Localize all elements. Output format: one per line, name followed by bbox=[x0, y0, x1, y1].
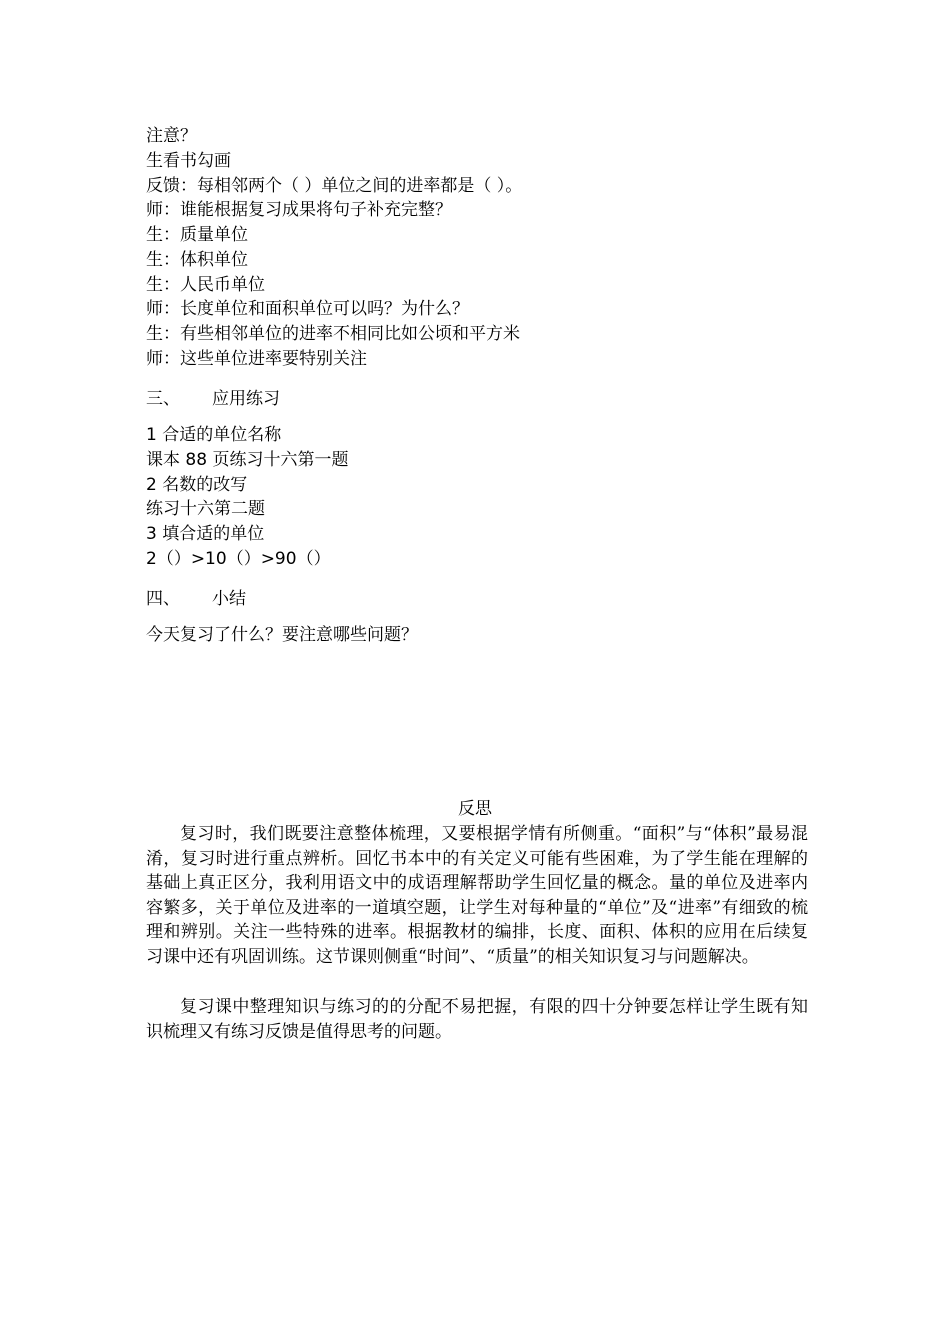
exercise-number: 2 bbox=[146, 475, 157, 495]
text-line: 生：有些相邻单位的进率不相同比如公顷和平方米 bbox=[146, 324, 520, 344]
section-number: 三、 bbox=[146, 389, 180, 409]
exercise-number: 88 bbox=[185, 450, 208, 470]
summary-text: 今天复习了什么？要注意哪些问题？ bbox=[146, 625, 418, 645]
exercise-text: 填合适的单位 bbox=[156, 524, 265, 544]
text-line: 反馈：每相邻两个（ ）单位之间的进率都是（ ）。 bbox=[146, 176, 523, 196]
exercise-number: 3 bbox=[146, 524, 157, 544]
exercise-text: 页练习十六第一题 bbox=[212, 450, 349, 470]
section-heading-3 bbox=[146, 388, 280, 410]
section-title: 应用练习 bbox=[212, 389, 280, 409]
text-line: 生：质量单位 bbox=[146, 225, 248, 245]
text-line: 生：体积单位 bbox=[146, 250, 248, 270]
exercise-number: 1 bbox=[146, 425, 157, 445]
exercise-item bbox=[146, 424, 281, 446]
text-line: 师：长度单位和面积单位可以吗？为什么？ bbox=[146, 299, 469, 319]
exercise-item bbox=[146, 474, 247, 496]
exercise-text: 合适的单位名称 bbox=[162, 425, 282, 445]
exercise-item bbox=[146, 498, 265, 520]
exercise-prefix: 课本 bbox=[146, 450, 180, 470]
section-title: 小结 bbox=[212, 589, 246, 609]
exercise-item bbox=[146, 523, 264, 545]
exercise-item bbox=[146, 548, 331, 570]
text-line: 生看书勾画 bbox=[146, 151, 231, 171]
text-line: 师：这些单位进率要特别关注 bbox=[146, 349, 367, 369]
text-line: 注意？ bbox=[146, 126, 197, 146]
reflection-paragraph: 复习时，我们既要注意整体梳理，又要根据学情有所侧重。“面积”与“体积”最易混淆，复习时进行重点辨析。回忆书本中的有关定义可能有些困难，为了学生能在理解的基础上真正区分，我利用语文中的成语理解帮助学生回忆量的概念。量的单位及进率内容繁多，关于单位及进率的一道填空题，让学生对每种量的“单位”及“进率”有细致的梳理和辨别。关注一些特殊的进率。根据教材的编排，长度、面积、体积的应用在后续复习课中还有巩固训练。这节课则侧重“时间”、“质量”的相关知识复习与问题解决。 bbox=[146, 824, 808, 967]
exercise-text: 练习十六第二题 bbox=[146, 499, 265, 519]
reflection-paragraph: 复习课中整理知识与练习的的分配不易把握，有限的四十分钟要怎样让学生既有知识梳理又有练习反馈是值得思考的问题。 bbox=[146, 997, 808, 1042]
exercise-text: 名数的改写 bbox=[156, 475, 248, 495]
section-number: 四、 bbox=[146, 589, 180, 609]
text-line: 师：谁能根据复习成果将句子补充完整？ bbox=[146, 200, 452, 220]
exercise-item bbox=[146, 449, 348, 471]
reflection-title: 反思 bbox=[458, 799, 492, 819]
text-line: 生：人民币单位 bbox=[146, 275, 265, 295]
exercise-text: 2（）>10（）>90（） bbox=[146, 549, 331, 569]
section-heading-4 bbox=[146, 588, 246, 610]
